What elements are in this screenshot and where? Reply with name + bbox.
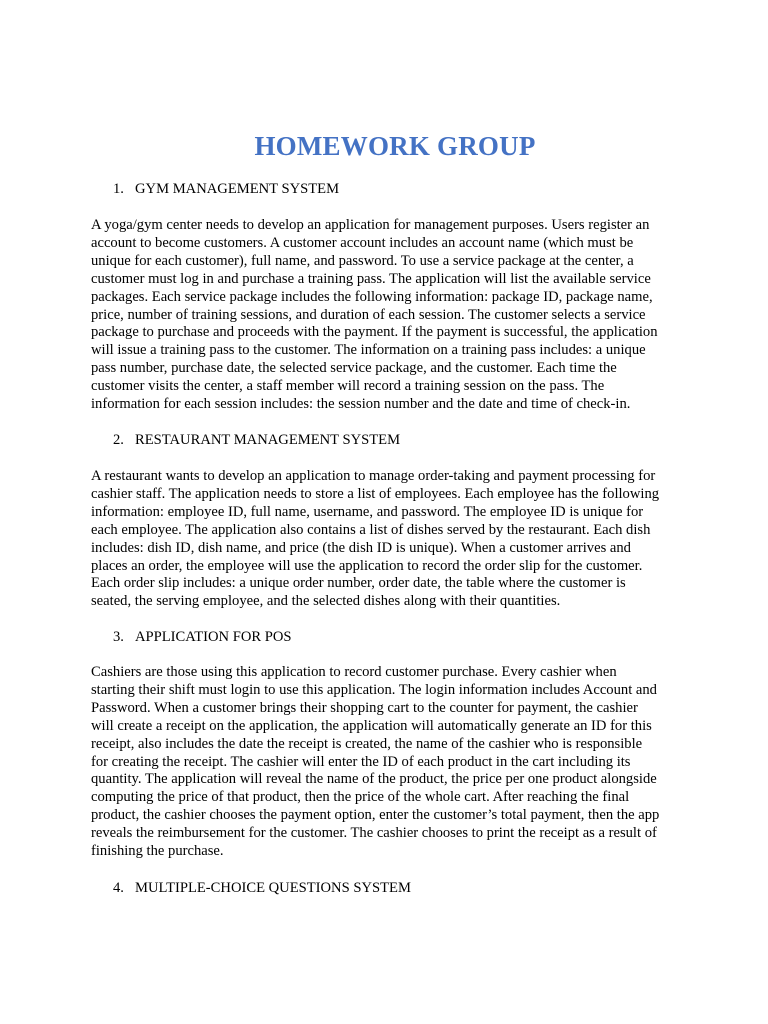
paragraph-line: customer visits the center, a staff member will record a training session on the pass. The	[91, 378, 605, 395]
paragraph-line: customer must log in and purchase a training pass. The application will list the available service	[91, 270, 651, 287]
section-heading-text: RESTAURANT MANAGEMENT SYSTEM	[135, 432, 401, 448]
section-heading-text: GYM MANAGEMENT SYSTEM	[135, 181, 340, 197]
paragraph-line: each employee. The application also contains a list of dishes served by the restaurant. Each dish	[91, 521, 651, 538]
paragraph-line: product, the cashier chooses the payment option, enter the customer’s total payment, then the app	[91, 807, 660, 824]
paragraph-line: packages. Each service package includes the following information: package ID, package name,	[91, 288, 653, 305]
section-number: 3.	[113, 629, 124, 645]
paragraph-line: receipt, also includes the date the receipt is created, the name of the cashier who is responsible	[91, 735, 643, 752]
document-title: HOMEWORK GROUP	[254, 131, 536, 161]
paragraph-line: places an order, the employee will use the application to record the order slip for the customer.	[91, 557, 643, 574]
paragraph-line: reveals the reimbursement for the customer. The cashier chooses to print the receipt as a result of	[91, 825, 657, 842]
paragraph-line: for creating the receipt. The cashier will enter the ID of each product in the cart including its	[91, 753, 631, 770]
paragraph-line: will create a receipt on the application, the application will automatically generate an ID for this	[91, 717, 652, 734]
paragraph-line: cashier staff. The application needs to store a list of employees. Each employee has the following	[91, 485, 660, 502]
paragraph-line: Each order slip includes: a unique order number, order date, the table where the customer is	[91, 575, 626, 592]
paragraph-line: includes: dish ID, dish name, and price (the dish ID is unique). When a customer arrives and	[91, 539, 631, 556]
paragraph-line: information: employee ID, full name, username, and password. The employee ID is unique for	[91, 503, 644, 520]
paragraph-line: unique for each customer), full name, and password. To use a service package at the center, a	[91, 252, 634, 269]
section-heading	[113, 180, 339, 198]
paragraph-line: account to become customers. A customer account includes an account name (which must be	[91, 234, 634, 251]
section-paragraph	[91, 664, 687, 861]
paragraph-line: will issue a training pass to the customer. The information on a training pass includes: a unique	[91, 342, 646, 359]
section-heading	[113, 431, 400, 449]
paragraph-line: Password. When a customer brings their shopping cart to the counter for payment, the cashier	[91, 699, 638, 716]
paragraph-line: information for each session includes: the session number and the date and time of check-in.	[91, 396, 631, 413]
section-heading-text: MULTIPLE-CHOICE QUESTIONS SYSTEM	[135, 880, 411, 896]
section-number: 4.	[113, 880, 124, 896]
section-number: 2.	[113, 432, 124, 448]
section-heading	[113, 879, 411, 897]
paragraph-line: starting their shift must login to use this application. The login information includes Account and	[91, 681, 657, 698]
paragraph-line: package to purchase and proceeds with the payment. If the payment is successful, the application	[91, 324, 658, 341]
section-paragraph	[91, 217, 687, 414]
section-paragraph	[91, 468, 687, 611]
paragraph-line: finishing the purchase.	[91, 843, 224, 860]
paragraph-line: A yoga/gym center needs to develop an application for management purposes. Users register an	[91, 217, 650, 233]
section-heading-text: APPLICATION FOR POS	[135, 629, 292, 645]
paragraph-line: price, number of training sessions, and duration of each session. The customer selects a service	[91, 306, 646, 323]
section-number: 1.	[113, 181, 124, 197]
paragraph-line: Cashiers are those using this application to record customer purchase. Every cashier when	[91, 664, 617, 680]
paragraph-line: computing the price of that product, then the price of the whole cart. After reaching the final	[91, 789, 630, 806]
paragraph-line: A restaurant wants to develop an application to manage order-taking and payment processing for	[91, 468, 656, 484]
paragraph-line: pass number, purchase date, the selected service package, and the customer. Each time the	[91, 360, 617, 377]
section-heading	[113, 628, 292, 646]
paragraph-line: seated, the serving employee, and the selected dishes along with their quantities.	[91, 593, 561, 610]
paragraph-line: quantity. The application will reveal the name of the product, the price per one product alongside	[91, 771, 657, 788]
